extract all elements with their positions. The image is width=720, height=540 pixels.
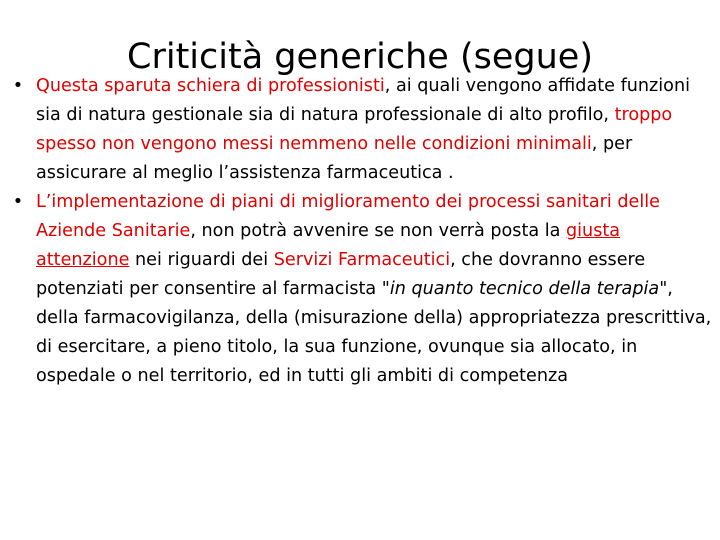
bullet-item-2	[8, 188, 712, 391]
bullet-segment: , che dovranno essere potenziati per consentire al farmacista "	[36, 250, 646, 299]
bullet-segment: , per assicurare al meglio l’assistenza farmaceutica .	[36, 134, 633, 183]
bullet-segment: L’implementazione di piani di miglioramento dei processi sanitari delle Aziende Sanitarie	[36, 192, 660, 241]
bullet-segment: ", della farmacovigilanza, della (misurazione della) appropriatezza prescrittiva, di esercitare, a pieno titolo, la sua funzione, ovunque sia allocato, in ospedale o nel territorio, ed in tutti gli ambiti di competenza	[36, 279, 712, 386]
bullet-segment: Questa sparuta schiera di professionisti	[36, 76, 385, 96]
bullet-segment: troppo spesso non vengono messi nemmeno nelle condizioni minimali	[36, 105, 673, 154]
bullet-marker: •	[12, 192, 24, 212]
bullet-segment-underlined: giusta attenzione	[36, 221, 621, 270]
bullet-segment-italic: in quanto tecnico della terapia	[389, 279, 660, 299]
bullet-segment: , ai quali vengono affidate funzioni sia di natura gestionale sia di natura professionale di alto profilo,	[36, 76, 690, 125]
bullet-segment: nei riguardi dei	[129, 250, 274, 270]
bullet-marker: •	[12, 76, 24, 96]
bullet-segment: Servizi Farmaceutici	[273, 250, 451, 270]
bullet-item-1	[8, 72, 712, 188]
bullet-text	[36, 76, 690, 183]
slide-body	[8, 72, 712, 391]
slide-title: Criticità generiche (segue)	[127, 37, 593, 78]
bullet-segment: , non potrà avvenire se non verrà posta la	[190, 221, 566, 241]
bullet-text	[36, 192, 711, 386]
